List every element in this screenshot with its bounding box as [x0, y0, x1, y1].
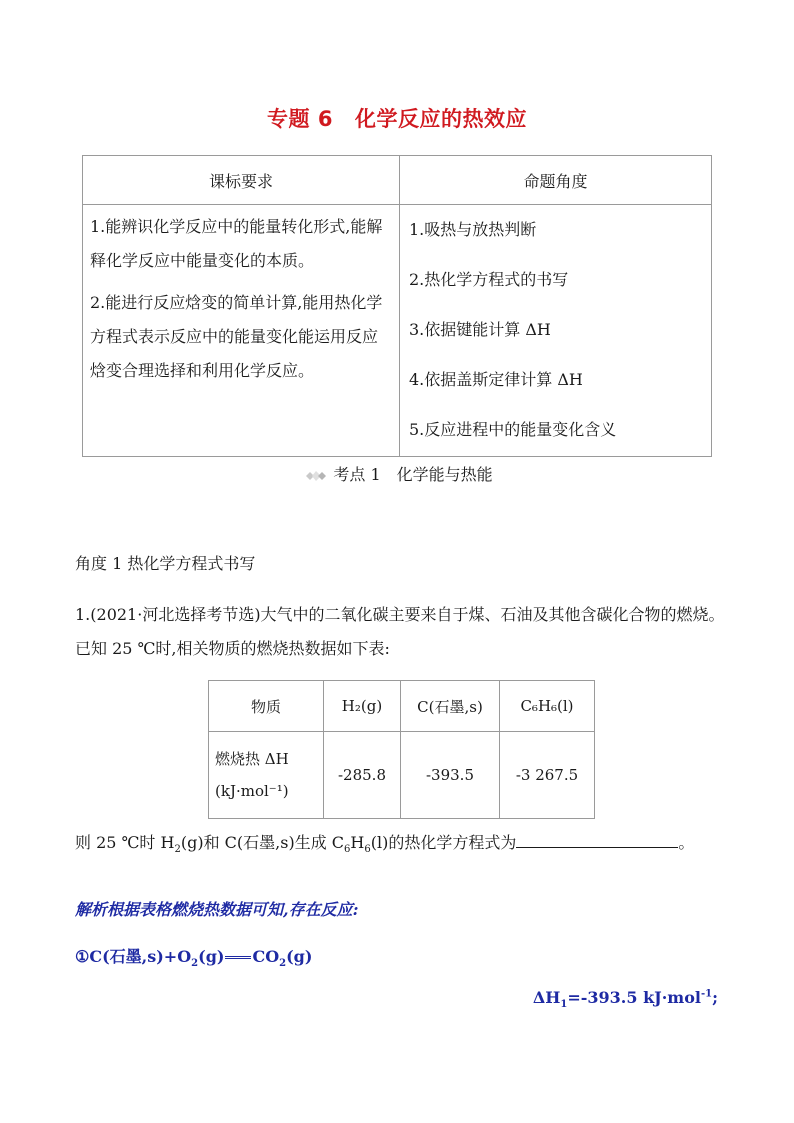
row-label-line1: 燃烧热 ΔH — [215, 750, 289, 768]
col-benzene: C₆H₆(l) — [500, 681, 595, 732]
delta-h1 — [533, 988, 718, 1010]
col-graphite: C(石墨,s) — [401, 681, 500, 732]
ask-sub-2: 2 — [174, 844, 181, 856]
topic-name: 化学反应的热效应 — [354, 107, 527, 131]
requirement-1: 1.能辨识化学反应中的能量转化形式,能解释化学反应中能量变化的本质。 — [90, 217, 383, 270]
ask-suffix: (l)的热化学方程式为 — [370, 833, 517, 852]
answer-blank[interactable] — [516, 831, 678, 848]
row-label — [209, 732, 324, 819]
dh1-exp: -1 — [700, 988, 713, 1000]
angle-1: 1.吸热与放热判断 — [409, 220, 537, 239]
dh1-value: =-393.5 kJ·mol — [567, 988, 701, 1007]
reaction1-co2-sub: 2 — [279, 958, 287, 970]
ask-prefix: 则 25 ℃时 H — [75, 833, 175, 852]
data-header-row — [209, 681, 595, 732]
diamond-ornament-icon — [301, 469, 327, 483]
page-title — [0, 103, 794, 133]
equals-sign-icon — [225, 956, 251, 959]
ask-mid2: H — [350, 833, 365, 852]
reaction1-mid: (g) — [198, 947, 225, 966]
dh1-sub: 1 — [560, 999, 568, 1011]
angle-5: 5.反应进程中的能量变化含义 — [409, 420, 617, 439]
angles-cell — [400, 205, 712, 457]
ask-mid1: (g)和 C(石墨,s)生成 C — [180, 833, 345, 852]
standards-table — [82, 155, 712, 457]
standards-header-row — [83, 156, 712, 205]
reaction1-o2-sub: 2 — [191, 958, 199, 970]
question-ask — [75, 830, 694, 855]
angle-4: 4.依据盖斯定律计算 ΔH — [409, 370, 583, 389]
dh1-end: ; — [712, 988, 718, 1007]
angle-heading: 角度 1 热化学方程式书写 — [75, 554, 256, 573]
angle-2: 2.热化学方程式的书写 — [409, 270, 569, 289]
reaction1-left: ①C(石墨,s)+O — [75, 947, 192, 966]
requirement-2: 2.能进行反应焓变的简单计算,能用热化学方程式表示反应中的能量变化能运用反应焓变合理选择和利用化学反应。 — [90, 293, 383, 380]
col-h2: H₂(g) — [324, 681, 401, 732]
standards-body-row — [83, 205, 712, 457]
header-requirements: 课标要求 — [83, 156, 400, 205]
ask-sub-6b: 6 — [364, 844, 371, 856]
header-angles: 命题角度 — [400, 156, 712, 205]
ask-sub-6a: 6 — [344, 844, 351, 856]
col-substance: 物质 — [209, 681, 324, 732]
reaction1-end: (g) — [286, 947, 313, 966]
reaction1-right: CO — [252, 947, 280, 966]
topic-number: 专题 6 — [267, 107, 333, 131]
section-heading — [0, 462, 794, 485]
data-value-row — [209, 732, 595, 819]
angle-3: 3.依据键能计算 ΔH — [409, 320, 551, 339]
section-heading-text: 考点 1 化学能与热能 — [333, 465, 493, 484]
value-benzene: -3 267.5 — [500, 732, 595, 819]
value-graphite: -393.5 — [401, 732, 500, 819]
solution-intro: 解析根据表格燃烧热数据可知,存在反应: — [75, 900, 359, 919]
ask-end: 。 — [678, 833, 695, 852]
dh1-label: ΔH — [532, 988, 561, 1007]
row-label-line2: (kJ·mol⁻¹) — [215, 782, 289, 800]
reaction-1 — [75, 944, 312, 969]
question-text: 1.(2021·河北选择考节选)大气中的二氧化碳主要来自于煤、石油及其他含碳化合物的燃烧。已知 25 ℃时,相关物质的燃烧热数据如下表: — [75, 605, 725, 658]
value-h2: -285.8 — [324, 732, 401, 819]
combustion-heat-table — [208, 680, 595, 819]
requirements-cell — [83, 205, 400, 457]
